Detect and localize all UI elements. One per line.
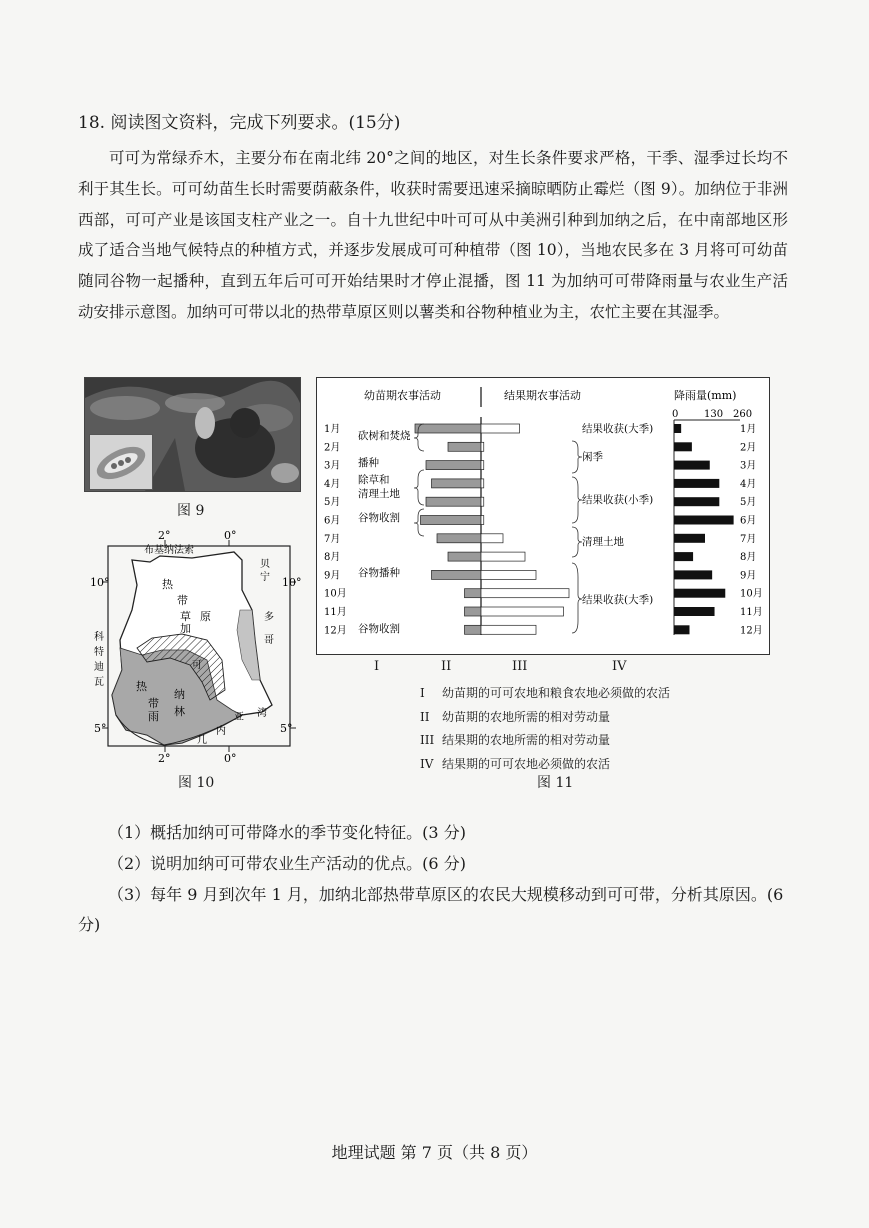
seedling-labor-bar <box>432 479 482 488</box>
rainfall-bar <box>674 442 692 451</box>
rainfall-bar <box>674 589 725 598</box>
fruiting-labor-bar <box>481 461 484 470</box>
question-header: 18. 阅读图文资料，完成下列要求。(15分) <box>78 113 401 133</box>
month-label-left: 7月 <box>324 533 341 545</box>
label-burkina: 布基纳法索 <box>144 545 194 556</box>
header-fruiting: 结果期农事活动 <box>504 389 581 402</box>
fruiting-activity: 清理土地 <box>582 536 624 548</box>
svg-text:加: 加 <box>180 622 191 635</box>
map-lat-label: 10° <box>90 576 110 589</box>
rainfall-bar <box>674 552 693 561</box>
rainfall-bar <box>674 516 734 525</box>
rain-tick: 0 <box>672 409 679 420</box>
map-lon-label: 0° <box>224 529 237 542</box>
fruiting-activity: 结果收获(大季) <box>582 423 654 435</box>
fruiting-labor-bar <box>481 625 536 634</box>
svg-text:带: 带 <box>148 697 159 710</box>
rainfall-bar <box>674 424 681 433</box>
month-label-right: 12月 <box>740 625 763 637</box>
rainfall-bar <box>674 461 710 470</box>
svg-text:哥: 哥 <box>264 635 274 646</box>
seedling-labor-bar <box>448 442 481 451</box>
svg-text:纳: 纳 <box>174 688 185 701</box>
fruiting-labor-bar <box>481 516 484 525</box>
subquestion-1: （1）概括加纳可可带降水的季节变化特征。(3 分) <box>108 823 466 842</box>
month-label-right: 3月 <box>740 460 757 472</box>
fruiting-labor-bar <box>481 552 525 561</box>
subquestion-3: （3）每年 9 月到次年 1 月，加纳北部热带草原区的农民大规模移动到可可带，分析其原因。(6 分) <box>78 885 784 934</box>
seedling-activity: 谷物收割 <box>358 623 400 635</box>
seedling-activity: 播种 <box>358 457 379 469</box>
month-label-left: 6月 <box>324 515 341 527</box>
map-lat-label: 5° <box>280 722 293 735</box>
rainfall-bar <box>674 607 715 616</box>
svg-text:带: 带 <box>177 594 188 607</box>
seedling-labor-bar <box>465 625 482 634</box>
legend-item: I 幼苗期的可可农地和粮食农地必须做的农活 <box>420 686 671 700</box>
month-label-left: 11月 <box>324 607 347 618</box>
svg-text:热: 热 <box>162 578 173 591</box>
cocoa-pod-inset <box>89 434 153 490</box>
fruiting-labor-bar <box>481 534 503 543</box>
fruiting-labor-bar <box>481 424 520 433</box>
svg-text:内: 内 <box>216 726 226 737</box>
map-lon-label: 2° <box>158 529 171 542</box>
month-label-right: 7月 <box>740 533 757 545</box>
seedling-labor-bar <box>421 516 482 525</box>
fig11-caption: 图 11 <box>537 775 574 791</box>
svg-text:林: 林 <box>174 705 185 718</box>
map-lon-label: 0° <box>224 752 237 765</box>
question-text: 可可为常绿乔木，主要分布在南北纬 20°之间的地区，对生长条件要求严格，干季、湿季过长均不利于其生长。可可幼苗生长时需要荫蔽条件，收获时需要迅速采摘晾晒防止霉烂（图 9）。加纳位于非洲西部，可可产业是该国支柱产业之一。自十九世纪中叶可可从中美洲引种到加纳之后，在中南部地区形成了适合当地气候特点的种植方式，并逐步发展成可可种植带（图 10），当地农民多在 3 月将可可幼苗随同谷物一起播种，直到五年后可可开始结果时才停止混播，图 11 为加纳可可带降雨量与农业生产活动安排示意图。加纳可可带以北的热带草原区则以薯类和谷物种植业为主，农忙主要在其湿季。 <box>78 149 788 321</box>
svg-text:多: 多 <box>264 612 274 623</box>
month-label-right: 1月 <box>740 424 757 435</box>
svg-text:热: 热 <box>136 680 147 693</box>
fruiting-labor-bar <box>481 442 484 451</box>
month-label-left: 2月 <box>324 442 341 454</box>
subquestion-2: （2）说明加纳可可带农业生产活动的优点。(6 分) <box>108 854 466 873</box>
fig9-caption: 图 9 <box>177 503 205 519</box>
svg-text:湾: 湾 <box>257 708 267 719</box>
rainfall-bar <box>674 534 705 543</box>
svg-text:迪: 迪 <box>94 662 104 673</box>
fruiting-labor-bar <box>481 479 484 488</box>
roman-IV: IV <box>612 659 627 674</box>
seedling-labor-bar <box>426 497 481 506</box>
fruiting-activity: 结果收获(大季) <box>582 594 654 606</box>
fig11-legend <box>420 682 670 776</box>
question-paragraph <box>78 143 788 328</box>
roman-II: II <box>441 659 452 674</box>
svg-text:草: 草 <box>180 610 191 623</box>
rain-tick: 130 <box>704 409 724 420</box>
seedling-activity: 谷物播种 <box>358 567 400 579</box>
svg-text:特: 特 <box>94 647 104 658</box>
roman-III: III <box>512 659 528 674</box>
month-label-right: 11月 <box>740 607 763 618</box>
seedling-labor-bar <box>465 589 482 598</box>
svg-text:亚: 亚 <box>234 712 244 723</box>
fig11-chart <box>316 377 770 674</box>
seedling-labor-bar <box>448 552 481 561</box>
ghana-map <box>92 530 307 765</box>
month-label-right: 5月 <box>740 497 757 509</box>
svg-text:贝: 贝 <box>260 559 270 570</box>
fruiting-activity: 闲季 <box>582 451 603 463</box>
month-label-right: 8月 <box>740 552 757 564</box>
legend-item: IV 结果期的可可农地必须做的农活 <box>420 756 611 771</box>
svg-text:瓦: 瓦 <box>94 677 104 688</box>
seedling-activity: 除草和 <box>358 474 390 486</box>
map-lat-label: 10° <box>282 576 302 589</box>
month-label-left: 9月 <box>324 570 341 582</box>
rainfall-bar <box>674 479 719 488</box>
legend-item: II 幼苗期的农地所需的相对劳动量 <box>420 709 611 724</box>
month-label-right: 10月 <box>740 588 763 600</box>
seedling-activity: 谷物收割 <box>358 512 400 524</box>
seedling-labor-bar <box>426 461 481 470</box>
fruiting-labor-bar <box>481 607 564 616</box>
svg-text:几: 几 <box>197 735 207 746</box>
seedling-labor-bar <box>465 607 482 616</box>
seedling-labor-bar <box>432 570 482 579</box>
month-label-left: 1月 <box>324 424 341 435</box>
rain-tick: 260 <box>733 409 753 420</box>
svg-text:原: 原 <box>200 610 211 623</box>
month-label-right: 9月 <box>740 570 757 582</box>
legend-item: III 结果期的农地所需的相对劳动量 <box>420 733 611 747</box>
month-label-left: 8月 <box>324 552 341 564</box>
svg-text:雨: 雨 <box>148 710 159 723</box>
fruiting-labor-bar <box>481 497 484 506</box>
fruiting-labor-bar <box>481 570 536 579</box>
seedling-activity: 清理土地 <box>358 488 400 500</box>
month-label-left: 10月 <box>324 588 347 600</box>
seedling-labor-bar <box>415 424 481 433</box>
month-label-left: 12月 <box>324 625 347 637</box>
fig9-photo <box>84 377 301 492</box>
fruiting-labor-bar <box>481 589 569 598</box>
month-label-left: 3月 <box>324 460 341 472</box>
header-seedling: 幼苗期农事活动 <box>364 389 441 402</box>
header-rainfall: 降雨量(mm) <box>674 389 737 402</box>
seedling-activity: 砍树和焚烧 <box>358 430 411 442</box>
rainfall-bar <box>674 625 690 634</box>
seedling-labor-bar <box>437 534 481 543</box>
rainfall-bar <box>674 497 719 506</box>
svg-text:可: 可 <box>192 660 202 671</box>
month-label-right: 6月 <box>740 515 757 527</box>
month-label-right: 2月 <box>740 442 757 454</box>
fruiting-activity: 结果收获(小季) <box>582 494 654 506</box>
rainfall-bar <box>674 570 712 579</box>
month-label-left: 5月 <box>324 497 341 509</box>
month-label-left: 4月 <box>324 478 341 490</box>
map-lat-label: 5° <box>94 722 107 735</box>
svg-text:宁: 宁 <box>260 572 270 583</box>
svg-text:科: 科 <box>94 632 104 643</box>
page-footer: 地理试题 第 7 页（共 8 页） <box>331 1143 538 1162</box>
month-label-right: 4月 <box>740 478 757 490</box>
roman-I: I <box>374 659 380 674</box>
fig10-caption: 图 10 <box>178 775 215 791</box>
map-lon-label: 2° <box>158 752 171 765</box>
